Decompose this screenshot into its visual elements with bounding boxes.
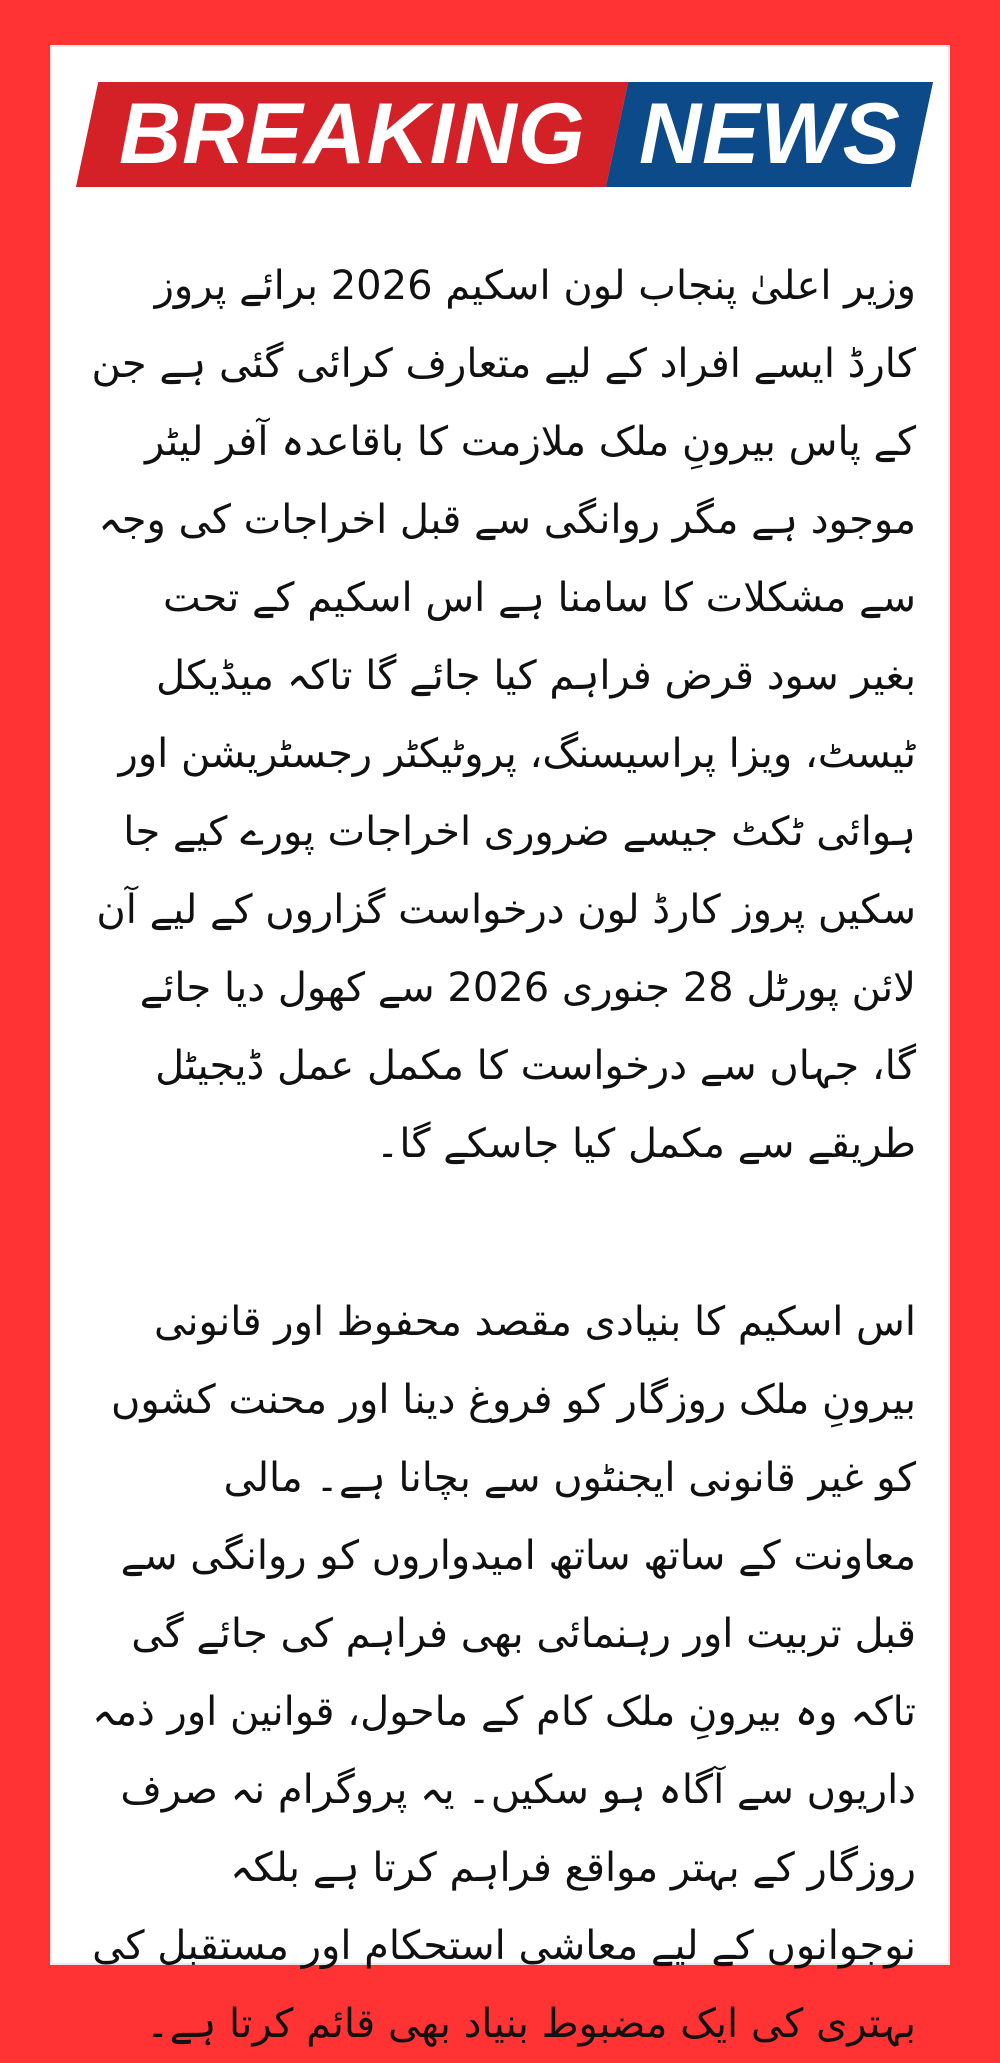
- banner-left-panel: [76, 82, 628, 187]
- banner-word-breaking: BREAKING: [118, 86, 586, 182]
- breaking-news-banner: [76, 82, 933, 187]
- article-body: [90, 247, 916, 2063]
- article-paragraph-2: اس اسکیم کا بنیادی مقصد محفوظ اور قانونی بیرونِ ملک روزگار کو فروغ دینا اور محنت کشوں کو غیر قانونی ایجنٹوں سے بچانا ہے۔ مالی معاونت کے ساتھ ساتھ امیدواروں کو روانگی سے قبل تربیت اور رہنمائی بھی فراہم کی جائے گی تاکہ وہ بیرونِ ملک کام کے ماحول، قوانین اور ذمہ داریوں سے آگاہ ہو سکیں۔ یہ پروگرام نہ صرف روزگار کے بہتر مواقع فراہم کرتا ہے بلکہ نوجوانوں کے لیے معاشی استحکام اور مستقبل کی بہتری کی ایک مضبوط بنیاد بھی قائم کرتا ہے۔: [92, 1299, 916, 2047]
- banner-right-panel: [606, 82, 933, 187]
- paragraph-spacer: [90, 1183, 916, 1283]
- article-paragraph-1: وزیر اعلیٰ پنجاب لون اسکیم 2026 برائے پروز کارڈ ایسے افراد کے لیے متعارف کرائی گئی ہے جن کے پاس بیرونِ ملک ملازمت کا باقاعدہ آفر لیٹر موجود ہے مگر روانگی سے قبل اخراجات کی وجہ سے مشکلات کا سامنا ہے اس اسکیم کے تحت بغیر سود قرض فراہم کیا جائے گا تاکہ میڈیکل ٹیسٹ، ویزا پراسیسنگ، پروٹیکٹر رجسٹریشن اور ہوائی ٹکٹ جیسے ضروری اخراجات پورے کیے جا سکیں پروز کارڈ لون درخواست گزاروں کے لیے آن لائن پورٹل 28 جنوری 2026 سے کھول دیا جائے گا، جہاں سے درخواست کا مکمل عمل ڈیجیٹل طریقے سے مکمل کیا جاسکے گا۔: [91, 263, 916, 1167]
- news-card: [50, 45, 950, 2047]
- banner-word-news: NEWS: [638, 86, 901, 182]
